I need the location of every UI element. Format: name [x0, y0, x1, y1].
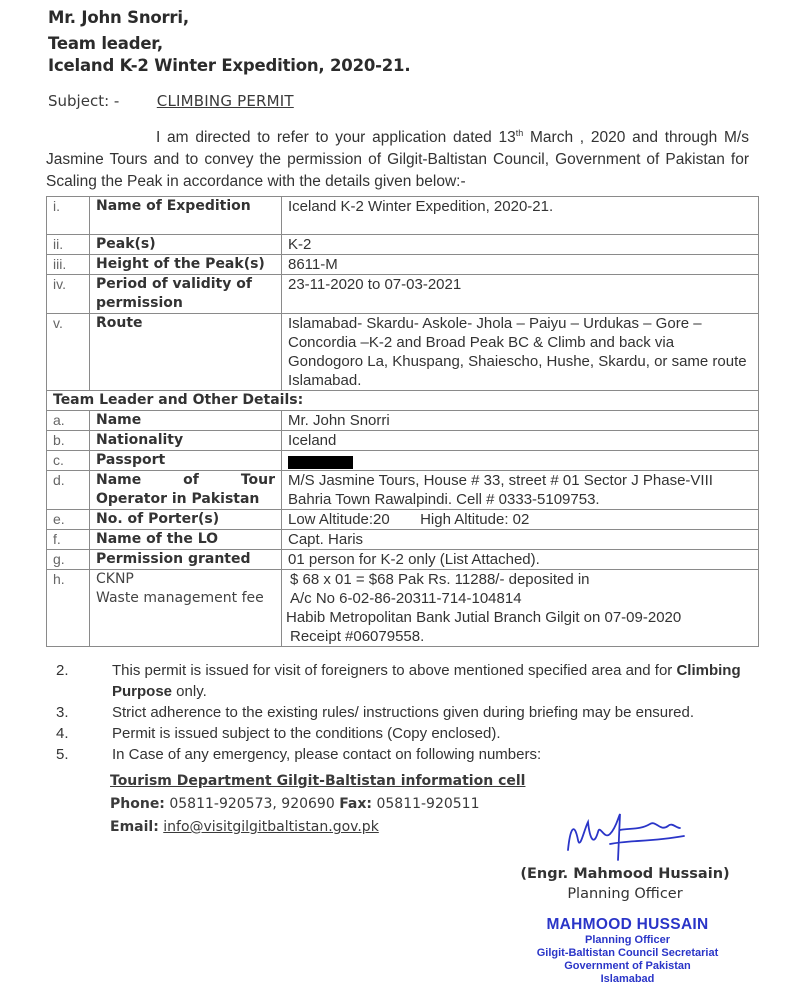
fee-line: Habib Metropolitan Bank Jutial Branch Gilgit on 07-09-2020 [286, 609, 682, 626]
row-value: Capt. Haris [282, 530, 759, 550]
list-item [56, 702, 756, 723]
stamp-name: MAHMOOD HUSSAIN [546, 916, 709, 933]
row-label: Passport [90, 451, 282, 471]
fax-label: Fax: [339, 796, 373, 812]
row-value: Islamabad- Skardu- Askole- Jhola – Paiyu – Urdukas – Gore – Concordia –K-2 and Broad Peak BC & Climb and back via Gondogoro La, Khuspang, Shaiescho, Hushe, Skardu, or same route Islamabad. [282, 314, 759, 391]
row-label: Route [90, 314, 282, 391]
row-value [282, 570, 759, 647]
official-stamp [520, 916, 735, 986]
label-word: Tour [240, 472, 275, 488]
row-number: iii. [47, 255, 90, 275]
intro-text-2: March , 2020 and through M/s Jasmine Tours and to convey the permission of Gilgit-Baltistan Council, Government of Pakistan for Scaling the Peak in accordance with the details given below:- [46, 129, 749, 191]
permit-details-table [46, 196, 759, 647]
signatory-block [520, 866, 730, 902]
row-value: 8611-M [282, 255, 759, 275]
table-row [47, 235, 759, 255]
label-word: Name [96, 472, 142, 488]
item-text [112, 660, 756, 702]
phone-value: 05811-920573, 920690 [164, 796, 340, 812]
row-value: Iceland [282, 431, 759, 451]
table-row [47, 550, 759, 570]
row-label: Peak(s) [90, 235, 282, 255]
table-row [47, 255, 759, 275]
row-number: g. [47, 550, 90, 570]
item-text: Permit is issued subject to the conditions (Copy enclosed). [112, 725, 501, 742]
table-row [47, 471, 759, 510]
label-line-1: CKNP [96, 571, 134, 587]
low-altitude-porters: Low Altitude:20 [288, 511, 390, 528]
row-number: v. [47, 314, 90, 391]
row-value: Iceland K-2 Winter Expedition, 2020-21. [282, 197, 759, 235]
bold-text: Climbing Purpose [112, 662, 741, 700]
table-row [47, 431, 759, 451]
section-title: Team Leader and Other Details: [47, 391, 759, 411]
contact-heading: Tourism Department Gilgit-Baltistan information cell [110, 773, 526, 789]
addressee-role: Team leader, [48, 34, 163, 53]
label-word: of [183, 472, 199, 488]
row-number: e. [47, 510, 90, 530]
row-value: M/S Jasmine Tours, House # 33, street # 01 Sector J Phase-VIII Bahria Town Rawalpindi. Cell # 0333-5109753. [282, 471, 759, 510]
row-label [90, 471, 282, 510]
stamp-city: Islamabad [600, 973, 655, 985]
row-number: b. [47, 431, 90, 451]
row-number: d. [47, 471, 90, 510]
table-row [47, 275, 759, 314]
row-label: Name of Expedition [90, 197, 282, 235]
fee-line: Receipt #06079558. [290, 628, 425, 645]
row-value [282, 510, 759, 530]
item-text: Strict adherence to the existing rules/ instructions given during briefing may be ensured. [112, 704, 694, 721]
signatory-name: (Engr. Mahmood Hussain) [520, 866, 730, 882]
email-link[interactable]: info@visitgilgitbaltistan.gov.pk [163, 819, 379, 835]
addressee-name: Mr. John Snorri, [48, 8, 189, 27]
high-altitude-porters: High Altitude: 02 [420, 511, 530, 528]
row-label [90, 570, 282, 647]
section-row [47, 391, 759, 411]
fax-value: 05811-920511 [372, 796, 480, 812]
row-label: Permission granted [90, 550, 282, 570]
row-label: Period of validity of permission [90, 275, 282, 314]
row-number: i. [47, 197, 90, 235]
table-row [47, 411, 759, 431]
fee-line: A/c No 6-02-86-20311-714-104814 [290, 590, 522, 607]
row-number: iv. [47, 275, 90, 314]
signature-icon [560, 810, 700, 870]
row-value: 23-11-2020 to 07-03-2021 [282, 275, 759, 314]
row-number: h. [47, 570, 90, 647]
table-row [47, 530, 759, 550]
item-number: 5. [56, 746, 69, 763]
text: only. [172, 683, 207, 700]
table-row [47, 510, 759, 530]
table-row [47, 197, 759, 235]
email-line [110, 816, 525, 839]
intro-text-1: I am directed to refer to your application dated 13 [156, 129, 516, 147]
row-label: Height of the Peak(s) [90, 255, 282, 275]
row-label: No. of Porter(s) [90, 510, 282, 530]
subject-line [48, 92, 294, 110]
row-value: Mr. John Snorri [282, 411, 759, 431]
list-item [56, 744, 756, 765]
item-number: 4. [56, 725, 69, 742]
list-item [56, 660, 756, 702]
addressee-expedition: Iceland K-2 Winter Expedition, 2020-21. [48, 56, 411, 75]
intro-paragraph [46, 122, 749, 193]
label-line-2: Operator in Pakistan [96, 491, 260, 507]
passport-value [282, 451, 759, 471]
phone-label: Phone: [110, 796, 165, 812]
row-label: Nationality [90, 431, 282, 451]
stamp-office: Gilgit-Baltistan Council Secretariat [536, 947, 719, 959]
item-number: 3. [56, 704, 69, 721]
list-item [56, 723, 756, 744]
contact-block [110, 770, 525, 839]
table-row [47, 314, 759, 391]
table-row [47, 451, 759, 471]
fee-line: $ 68 x 01 = $68 Pak Rs. 11288/- deposited in [290, 571, 590, 588]
row-value: 01 person for K-2 only (List Attached). [282, 550, 759, 570]
row-label: Name of the LO [90, 530, 282, 550]
row-value: K-2 [282, 235, 759, 255]
subject-value: CLIMBING PERMIT [156, 92, 294, 110]
row-label: Name [90, 411, 282, 431]
row-number: ii. [47, 235, 90, 255]
redaction-bar [288, 456, 353, 469]
label-line-2: Waste management fee [96, 590, 264, 606]
stamp-title: Planning Officer [585, 934, 670, 946]
text: This permit is issued for visit of foreigners to above mentioned specified area and for [112, 662, 677, 679]
subject-label: Subject: - [48, 92, 120, 110]
conditions-list [56, 660, 756, 765]
stamp-govt: Government of Pakistan [564, 960, 691, 972]
phone-line [110, 793, 525, 816]
intro-sup: th [515, 128, 524, 138]
table-row [47, 570, 759, 647]
row-number: a. [47, 411, 90, 431]
item-text: In Case of any emergency, please contact on following numbers: [112, 746, 542, 763]
signatory-title: Planning Officer [567, 886, 683, 902]
item-number: 2. [56, 662, 69, 679]
row-number: c. [47, 451, 90, 471]
email-label: Email: [110, 819, 159, 835]
row-number: f. [47, 530, 90, 550]
